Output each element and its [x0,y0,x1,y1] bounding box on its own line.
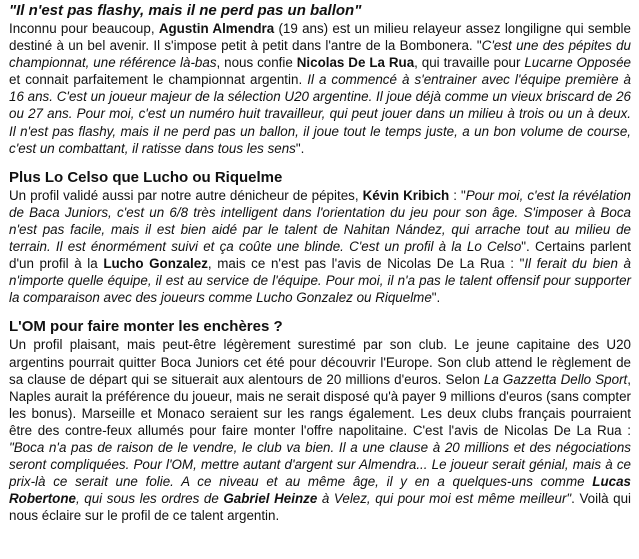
quote: , qui sous les ordres de [75,491,224,507]
player-name: Lucho Gonzalez [103,256,208,272]
text-run: , mais ce n'est pas l'avis de Nicolas De La Rua : " [207,256,525,272]
player-name: Agustin Almendra [158,21,275,36]
text-run: ". Certains parlent d'un profil à la [9,239,631,272]
quote: Pour moi, c'est la révélation de Baca Juniors, c'est un 6/8 très intelligent dans l'orientation du jeu pour son âge. S'imposer à Boca n'est pas facile, mais il est bien aidé par le talent de Nahitan Nández, qui arrache tout au milieu de terrain. Il est énormément suivi et ça coûte une blinde. C'est un profil à la Lo Celso [9,187,631,255]
section-paragraph [9,20,631,157]
text-run: (19 ans) est un milieu relayeur assez longiligne qui semble destiné à un bel avenir. Il s'impose petit à petit dans l'antre de la Bombonera. " [9,21,631,54]
section-almendra-profile [9,2,631,157]
text-run: Un profil validé aussi par notre autre dénicheur de pépites, [9,187,363,203]
quote: à Velez, qui pour moi est même meilleur" [317,491,572,507]
text-run: ". [295,140,305,156]
text-run: Inconnu pour beaucoup, [9,21,159,36]
text-run: ". [431,290,441,306]
publication-name: Lucarne Opposée [524,55,631,71]
text-run: , qui travaille pour [414,55,525,71]
section-paragraph [9,336,631,524]
section-heading: Plus Lo Celso que Lucho ou Riquelme [9,168,283,186]
text-run: . Voilà qui nous éclaire sur le profil de ce talent argentin. [9,491,631,524]
section-heading: L'OM pour faire monter les enchères ? [9,318,283,336]
source-name: Kévin Kribich [362,187,450,203]
section-om-transfer [9,318,631,524]
quote: Il ferait du bien à n'importe quelle équipe, il est au service de l'équipe. Pour moi, il n'a pas le talent offensif pour supporter la comparaison avec des joueurs comme Lucho Gonzalez ou Riquelme [9,256,631,306]
text-run: Un profil plaisant, mais peut-être légèrement surestimé par son club. Le jeune capitaine des U20 argentins pourrait quitter Boca Juniors cet été pour découvrir l'Europe. Son club attend le règlement de sa clause de départ qui se situerait aux alentours de 20 millions d'euros. Selon [9,337,631,387]
player-name: Lucas Robertone [9,474,631,507]
text-run: et connait parfaitement le championnat argentin. [9,72,308,88]
publication-name: La Gazzetta Dello Sport [483,371,628,387]
text-run: , nous confie [216,55,297,71]
text-run: : " [449,187,466,203]
section-heading: "Il n'est pas flashy, mais il ne perd pas un ballon" [9,2,362,19]
text-run: , Naples aurait la préférence du joueur, mais ne serait disposé qu'à payer 9 millions d'euros (sans compter les bonus). Marseille et Monaco seraient sur les rangs également. Les deux clubs français pourraient être des contre-feux allumés pour faire monter l'offre napolitaine. C'est l'avis de Nicolas De La Rua : [9,371,631,438]
quote: C'est une des pépites du championnat, une référence là-bas [9,38,631,71]
quote: "Boca n'a pas de raison de le vendre, le club va bien. Il a une clause à 20 millions et des négociations seront compliquées. Pour l'OM, mettre autant d'argent sur Almendra... Le joueur serait génial, mais à ce prix-là ce serait une folie. A ce niveau et au même âge, il y en a quelques-uns comme [9,439,631,490]
coach-name: Gabriel Heinze [223,491,318,507]
quote: Il a commencé à s'entrainer avec l'équipe première à 16 ans. C'est un joueur majeur de la sélection U20 argentine. Il joue déjà comme un vieux briscard de 26 ou 27 ans. Pour moi, c'est un numéro huit travailleur, qui peut jouer dans un milieu à trois ou un à deux. Il n'est pas flashy, mais il ne perd pas un ballon, il joue tout le temps juste, a un bon volume de course, c'est un combattant, il ratisse dans tous les sens [9,72,632,156]
section-lo-celso-comparison [9,169,631,307]
source-name: Nicolas De La Rua [296,55,415,71]
section-paragraph [9,187,631,307]
